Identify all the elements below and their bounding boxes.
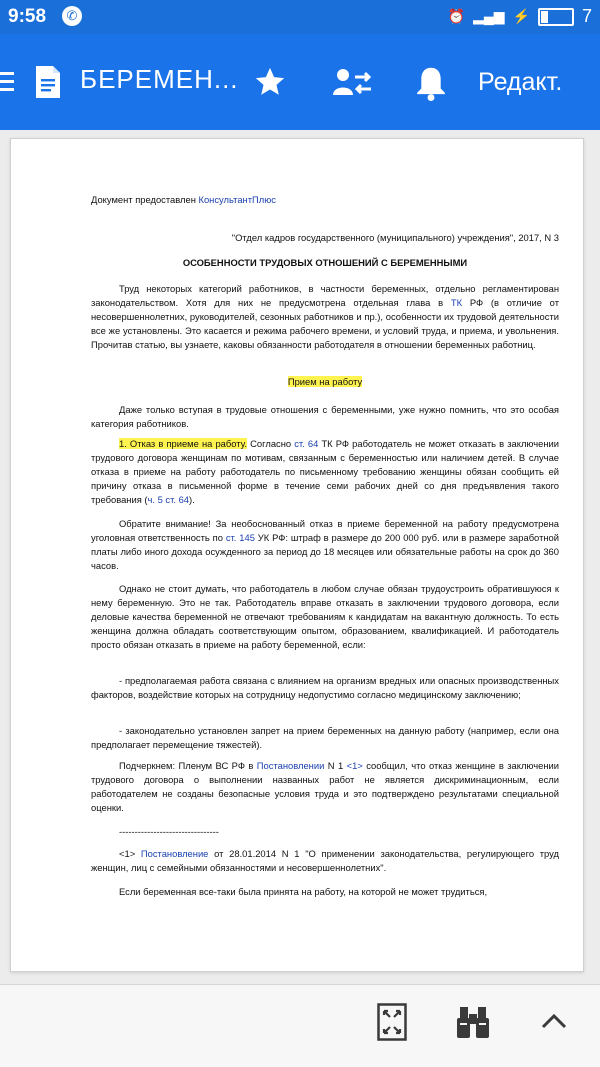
status-time: 9:58	[8, 6, 47, 27]
binoculars-icon[interactable]	[455, 1004, 491, 1040]
document-page[interactable]	[10, 138, 584, 972]
document-icon	[34, 64, 62, 100]
signal-icon: ▂▄▆	[473, 8, 505, 24]
part-5-art-64-link[interactable]: ч. 5 ст. 64	[147, 494, 190, 505]
battery-icon	[538, 8, 574, 26]
paragraph-intro: Труд некоторых категорий работников, в частности беременных, отдельно регламентирован законодательством. Хотя для них не предусмотрена отдельная глава в ТК РФ (в отличие от несовершеннолетних, руководителей, сезонных работников и пр.), особенности их трудовой деятельности все же установлены. Это касается и режима рабочего времени, и условий труда, и приема, и увольнения. Прочитав статью, вы узнаете, каковы обязанности работодателя в отношении беременных работниц.	[91, 283, 559, 350]
footnote-resolution-link[interactable]: Постановление	[140, 848, 209, 859]
footnote-separator: --------------------------------	[119, 826, 219, 837]
paragraph-5: Однако не стоит думать, что работодатель в любом случае обязан трудоустроить обратившуюся к нему беременную. Это не так. Работодатель вправе отказать в заключении трудового договора, если деловые качества беременной не отвечают требованиям к кандидатам на вакантную должность. То есть женщина должна обладать соответствующим опытом, образованием, квалификацией. И работодатель просто обязан отказать в приеме на работу беременной, если:	[91, 583, 559, 650]
app-toolbar	[0, 34, 600, 130]
chevron-up-icon[interactable]	[540, 1011, 568, 1031]
paragraph-8: Подчеркнем: Пленум ВС РФ в Постановлении N 1 <1> сообщил, что отказ женщине в заключении трудового договора о выполнении названных работ не является дискриминационным, если работодателем не созданы безопасные условия труда и это подтверждено результатами специальной оценки.	[91, 760, 559, 813]
paragraph-6: - предполагаемая работа связана с влиянием на организм вредных или опасных производственных факторов, воздействие которых на сотрудницу недопустимо согласно медицинскому заключению;	[91, 675, 559, 700]
status-bar	[0, 0, 600, 34]
bell-icon[interactable]	[414, 65, 448, 101]
menu-icon[interactable]	[0, 72, 14, 90]
star-icon[interactable]	[253, 65, 287, 99]
paragraph-2: Даже только вступая в трудовые отношения с беременными, уже нужно помнить, что это особая категория работников.	[91, 404, 559, 429]
footnote: <1> Постановление от 28.01.2014 N 1 "О применении законодательства, регулирующего труд женщин, лиц с семейными обязанностями и несовершеннолетних".	[91, 848, 559, 873]
consultant-plus-link[interactable]: КонсультантПлюс	[198, 194, 276, 205]
fit-page-icon[interactable]	[377, 1003, 407, 1041]
alarm-icon: ⏰	[447, 8, 466, 24]
resolution-link[interactable]: Постановлении	[256, 760, 325, 771]
provided-by-line	[91, 193, 559, 207]
status-icons	[448, 6, 592, 27]
whatsapp-icon: ✆	[62, 6, 82, 26]
art-64-link[interactable]: ст. 64	[294, 438, 319, 449]
paragraph-7: - законодательно установлен запрет на прием беременных на данную работу (например, если она предполагает перемещение тяжестей).	[91, 725, 559, 750]
paragraph-notice: Обратите внимание! За необоснованный отказ в приеме беременной на работу предусмотрена уголовная ответственность по ст. 145 УК РФ: штраф в размере до 200 000 руб. или в размере заработной платы либо иного дохода осужденного за период до 18 месяцев или обязательные работы на срок до 360 часов.	[91, 518, 559, 571]
paragraph-9: Если беременная все-таки была принята на работу, на которой не может трудиться,	[119, 886, 488, 897]
bottom-toolbar	[0, 984, 600, 1067]
battery-level: 7	[581, 6, 592, 26]
charging-icon: ⚡	[512, 8, 530, 24]
provided-by-text: Документ предоставлен	[91, 194, 199, 205]
article-heading: ОСОБЕННОСТИ ТРУДОВЫХ ОТНОШЕНИЙ С БЕРЕМЕННЫМИ	[182, 257, 468, 268]
section-heading-hiring: Прием на работу	[287, 376, 363, 387]
document-title: БЕРЕМЕН...	[80, 64, 239, 94]
tk-link[interactable]: ТК	[450, 297, 463, 308]
compare-users-icon[interactable]	[333, 67, 373, 99]
source-line: "Отдел кадров государственного (муниципального) учреждения", 2017, N 3	[231, 232, 559, 243]
paragraph-refusal: 1. Отказ в приеме на работу. Согласно ст. 64 ТК РФ работодатель не может отказать в заключении трудового договора женщинам по мотивам, связанным с беременностью или наличием детей. В случае отказа в приеме на работу работодатель по письменному требованию женщины обязан сообщить ей причину отказа в письменной форме в течение семи рабочих дней со дня предъявления такого требования (ч. 5 ст. 64).	[91, 438, 559, 505]
edit-button[interactable]: Редакт.	[478, 68, 563, 96]
footnote-ref-link[interactable]: <1>	[346, 760, 363, 771]
art-145-link[interactable]: ст. 145	[225, 532, 255, 543]
